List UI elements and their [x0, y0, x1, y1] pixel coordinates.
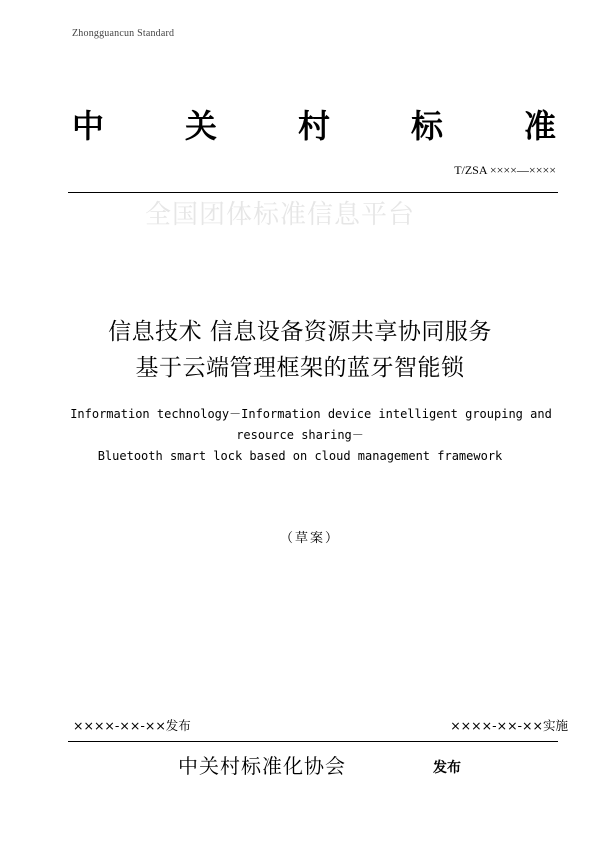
en-title-line-1: Information technology－Information device intelligent grouping and — [70, 407, 552, 421]
en-title-line-3: Bluetooth smart lock based on cloud management framework — [97, 449, 503, 463]
publish-date: ××××-××-××发布 — [73, 718, 191, 733]
publish-label: 发布 — [433, 760, 461, 776]
implement-date: ××××-××-××实施 — [450, 718, 568, 733]
draft-label: （草案） — [279, 531, 340, 546]
zh-title-line-1: 信息技术 信息设备资源共享协同服务 — [108, 319, 492, 345]
top-divider — [68, 192, 558, 193]
title-char: 村 — [297, 107, 330, 145]
title-char: 标 — [410, 107, 443, 145]
zh-title-line-2: 基于云端管理框架的蓝牙智能锁 — [135, 355, 465, 381]
title-char: 准 — [523, 107, 556, 145]
standard-category-title — [72, 104, 556, 148]
title-char: 中 — [72, 107, 105, 145]
en-title-line-2: resource sharing－ — [236, 428, 364, 442]
publisher-name: 中关村标准化协会 — [178, 754, 346, 778]
standard-number: T/ZSA ××××—×××× — [454, 163, 556, 177]
title-char: 关 — [184, 107, 217, 145]
series-label: Zhongguancun Standard — [72, 28, 175, 39]
watermark: 全国团体标准信息平台 — [144, 200, 415, 230]
bottom-divider — [68, 741, 558, 742]
